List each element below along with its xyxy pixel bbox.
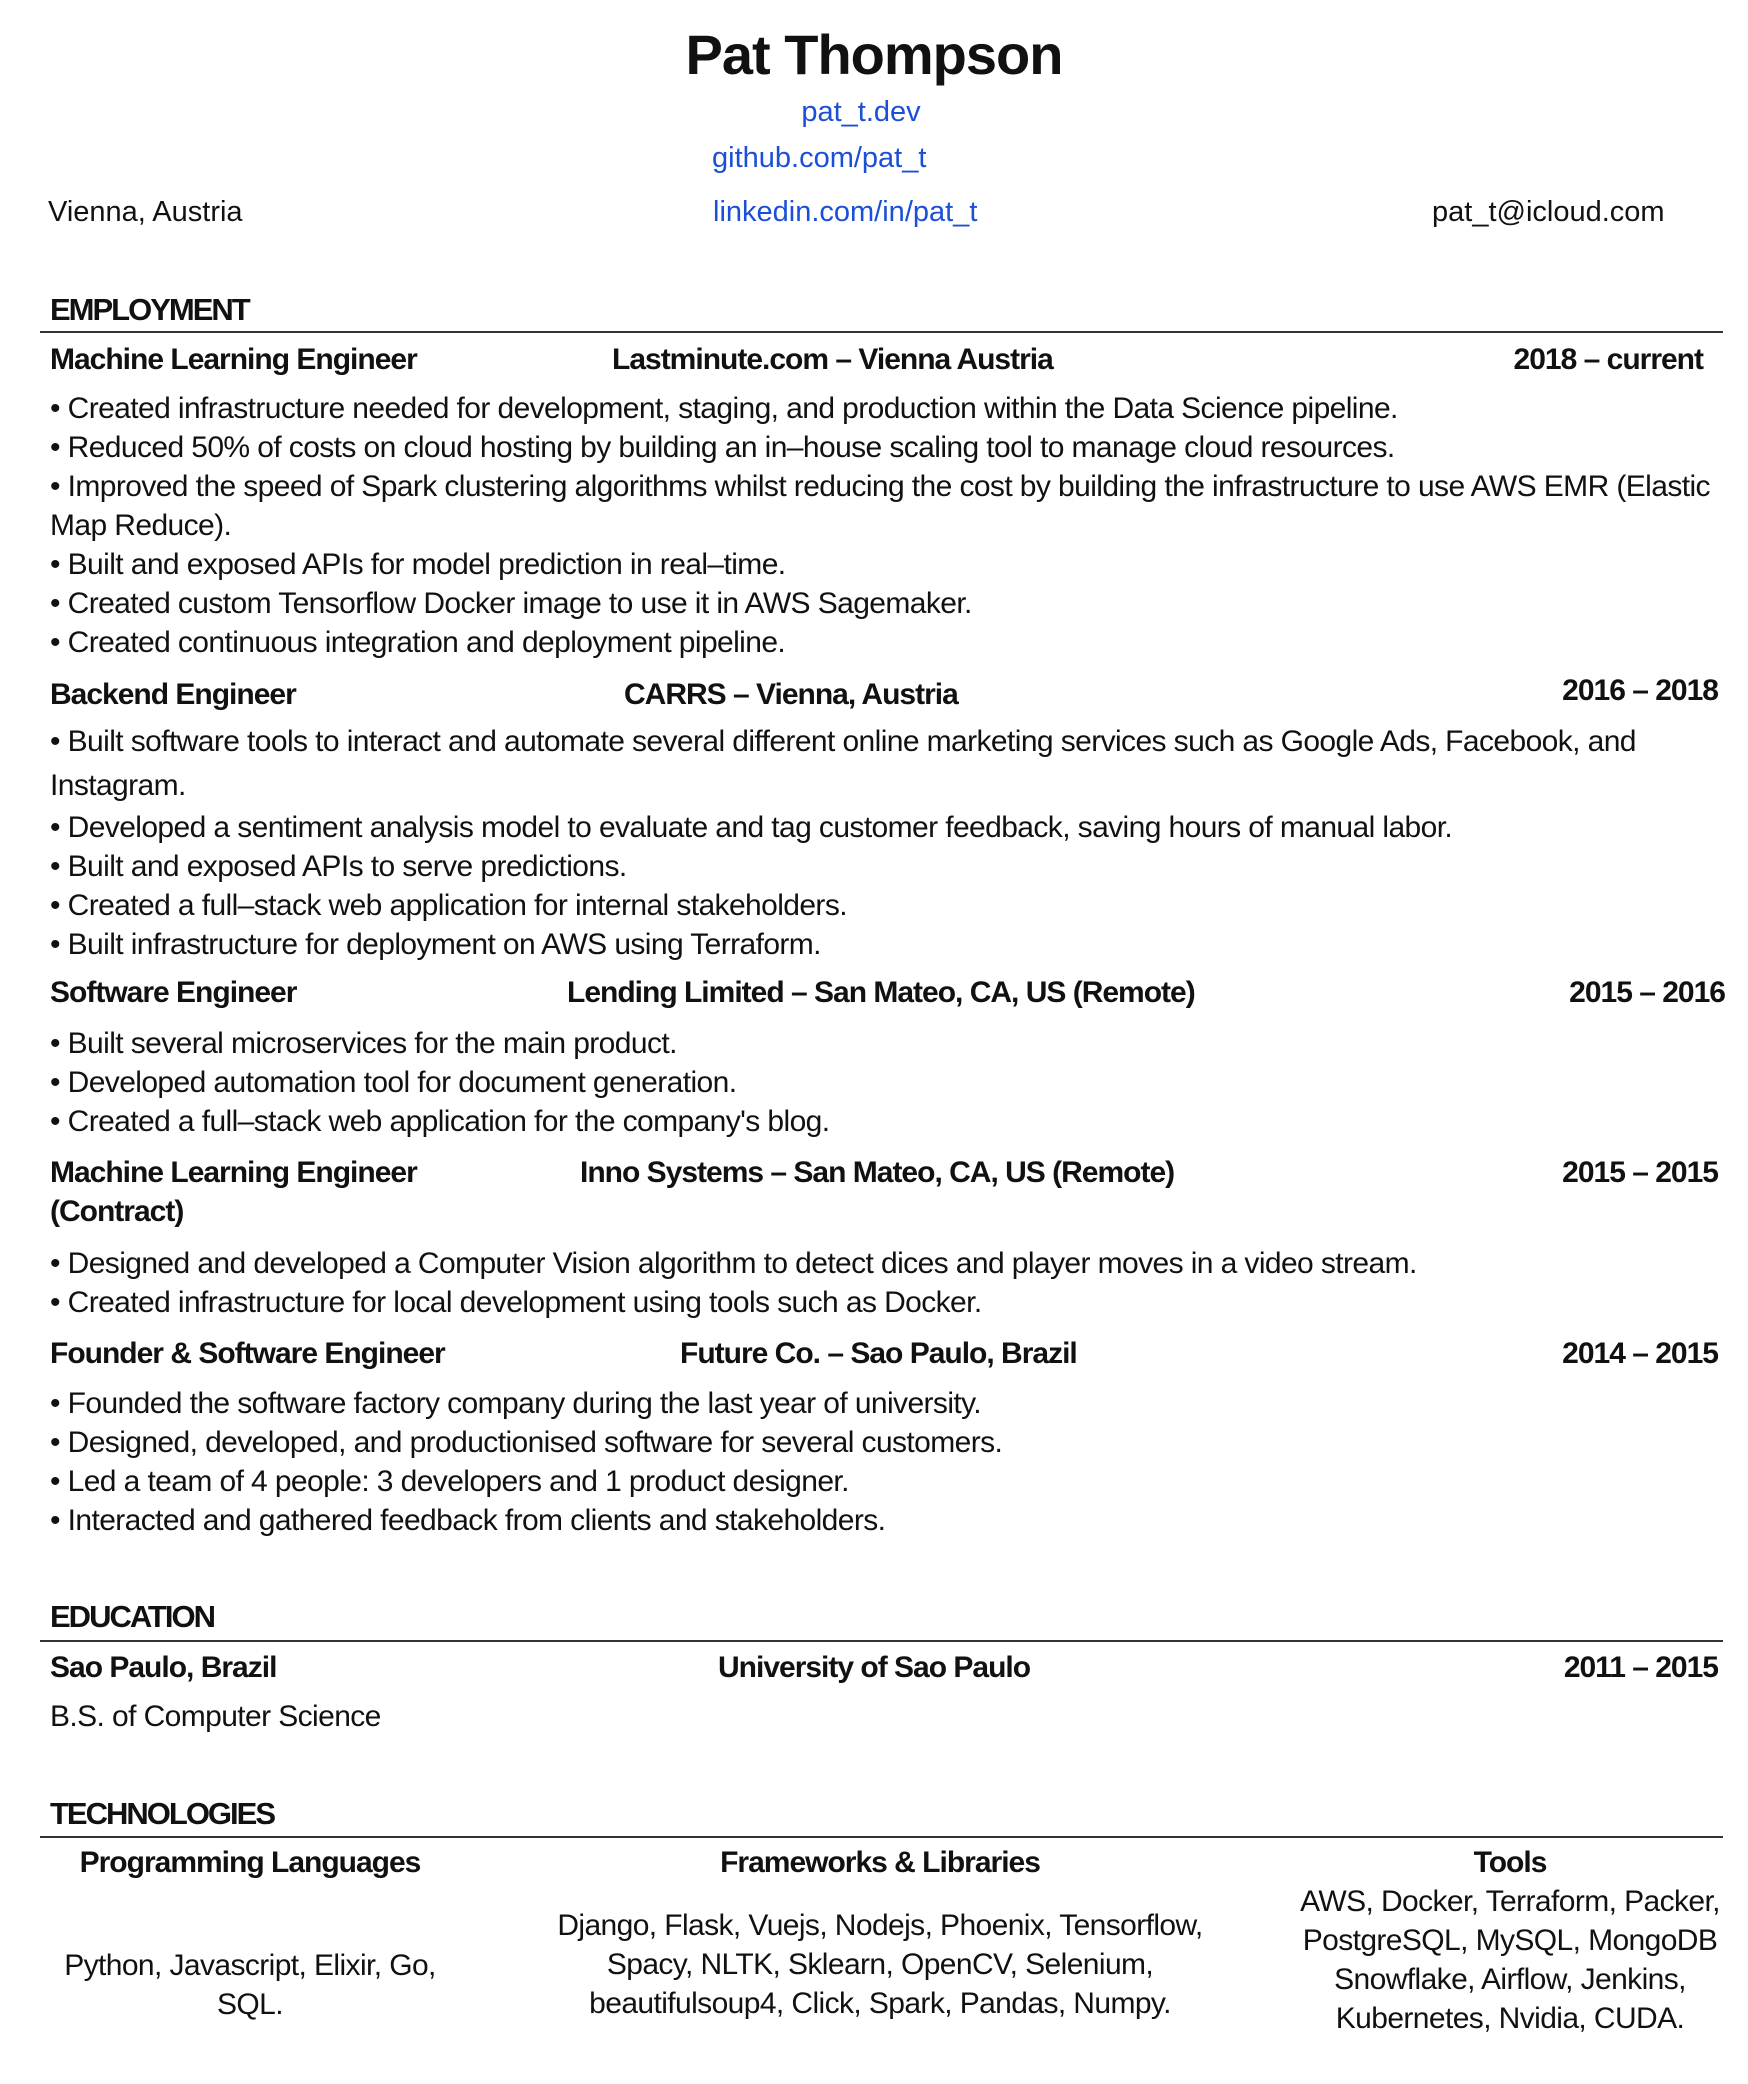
education-school: University of Sao Paulo xyxy=(718,1651,1031,1684)
bullet-item: • Built several microservices for the main product. xyxy=(50,1024,1730,1063)
bullet-item: • Built and exposed APIs to serve predictions. xyxy=(50,847,1730,886)
tech-column-heading: Programming Languages xyxy=(79,1846,421,1879)
education-divider xyxy=(40,1640,1723,1642)
linkedin-link[interactable]: linkedin.com/in/pat_t xyxy=(713,196,978,228)
job-company: Lastminute.com – Vienna Austria xyxy=(612,343,1053,376)
employment-heading: EMPLOYMENT xyxy=(50,292,249,327)
bullet-item: • Built and exposed APIs for model prediction in real–time. xyxy=(50,545,1730,584)
bullet-item: • Developed automation tool for document generation. xyxy=(50,1063,1730,1102)
job-role: Founder & Software Engineer xyxy=(50,1337,445,1370)
technologies-divider xyxy=(40,1836,1723,1838)
job-company: Lending Limited – San Mateo, CA, US (Remote) xyxy=(567,976,1195,1009)
job-company: CARRS – Vienna, Austria xyxy=(624,678,958,711)
github-link[interactable]: github.com/pat_t xyxy=(712,142,927,174)
job-years: 2015 – 2016 xyxy=(1569,976,1725,1009)
education-header xyxy=(50,1648,1725,1690)
bullet-item: • Created a full–stack web application for the company's blog. xyxy=(50,1102,1730,1141)
job-company: Future Co. – Sao Paulo, Brazil xyxy=(680,1337,1077,1370)
education-location: Sao Paulo, Brazil xyxy=(50,1651,277,1684)
bullet-item: • Created infrastructure needed for development, staging, and production within the Data Science pipeline. xyxy=(50,389,1730,428)
job-bullets xyxy=(50,1024,1730,1141)
bullet-item: • Created a full–stack web application for internal stakeholders. xyxy=(50,886,1730,925)
bullet-item: • Led a team of 4 people: 3 developers and 1 product designer. xyxy=(50,1462,1730,1501)
technologies-heading: TECHNOLOGIES xyxy=(50,1796,275,1831)
job-bullets xyxy=(50,1384,1730,1540)
job-years: 2014 – 2015 xyxy=(1562,1337,1718,1370)
bullet-item: • Reduced 50% of costs on cloud hosting by building an in–house scaling tool to manage cloud resources. xyxy=(50,428,1730,467)
tech-column-heading: Tools xyxy=(1473,1846,1547,1879)
job-company: Inno Systems – San Mateo, CA, US (Remote) xyxy=(580,1156,1175,1189)
bullet-item: • Built infrastructure for deployment on AWS using Terraform. xyxy=(50,925,1730,964)
job-bullets xyxy=(50,720,1730,964)
job-role: Software Engineer xyxy=(50,976,297,1009)
bullet-item: • Built software tools to interact and automate several different online marketing services such as Google Ads, Facebook, and Instagram. xyxy=(50,720,1730,808)
tech-column-body: Python, Javascript, Elixir, Go, SQL. xyxy=(64,1949,436,2021)
education-years: 2011 – 2015 xyxy=(1563,1651,1718,1684)
job-header xyxy=(50,1334,1725,1376)
candidate-name: Pat Thompson xyxy=(685,23,1063,86)
job-header xyxy=(50,973,1725,1015)
tech-column-body: Django, Flask, Vuejs, Nodejs, Phoenix, Tensorflow, Spacy, NLTK, Sklearn, OpenCV, Selenium, beautifulsoup4, Click, Spark, Pandas, Numpy. xyxy=(557,1909,1203,2020)
bullet-item: • Created infrastructure for local development using tools such as Docker. xyxy=(50,1283,1730,1322)
job-role: Machine Learning Engineer (Contract) xyxy=(50,1156,417,1228)
education-heading: EDUCATION xyxy=(50,1599,214,1634)
tech-column-languages xyxy=(45,1843,455,2024)
bullet-item: • Developed a sentiment analysis model to evaluate and tag customer feedback, saving hours of manual labor. xyxy=(50,808,1730,847)
job-bullets xyxy=(50,1244,1730,1322)
email-text[interactable]: pat_t@icloud.com xyxy=(1432,196,1665,228)
job-role: Machine Learning Engineer xyxy=(50,343,417,376)
job-header xyxy=(50,675,1725,717)
bullet-item: • Designed and developed a Computer Vision algorithm to detect dices and player moves in a video stream. xyxy=(50,1244,1730,1283)
tech-column-frameworks xyxy=(500,1843,1260,2023)
job-years: 2018 – current xyxy=(1513,343,1703,376)
bullet-item: • Designed, developed, and productionised software for several customers. xyxy=(50,1423,1730,1462)
bullet-item: • Founded the software factory company during the last year of university. xyxy=(50,1384,1730,1423)
job-years: 2016 – 2018 xyxy=(1562,674,1718,707)
education-degree: B.S. of Computer Science xyxy=(50,1700,381,1733)
bullet-item: • Created continuous integration and deployment pipeline. xyxy=(50,623,1730,662)
tech-column-body: AWS, Docker, Terraform, Packer, PostgreSQL, MySQL, MongoDB Snowflake, Airflow, Jenkins, Kubernetes, Nvidia, CUDA. xyxy=(1300,1885,1720,2035)
bullet-item: • Interacted and gathered feedback from clients and stakeholders. xyxy=(50,1501,1730,1540)
tech-column-heading: Frameworks & Libraries xyxy=(720,1846,1040,1879)
employment-divider xyxy=(40,331,1723,333)
job-role: Backend Engineer xyxy=(50,678,296,711)
job-years: 2015 – 2015 xyxy=(1562,1156,1718,1189)
job-bullets xyxy=(50,389,1730,662)
bullet-item: • Improved the speed of Spark clustering algorithms whilst reducing the cost by building the infrastructure to use AWS EMR (Elastic Map Reduce). xyxy=(50,467,1730,545)
job-header xyxy=(50,1153,1725,1233)
bullet-item: • Created custom Tensorflow Docker image to use it in AWS Sagemaker. xyxy=(50,584,1730,623)
location-text: Vienna, Austria xyxy=(48,196,243,228)
tech-column-tools xyxy=(1300,1843,1720,2038)
website-link[interactable]: pat_t.dev xyxy=(801,96,921,128)
job-header xyxy=(50,340,1725,382)
